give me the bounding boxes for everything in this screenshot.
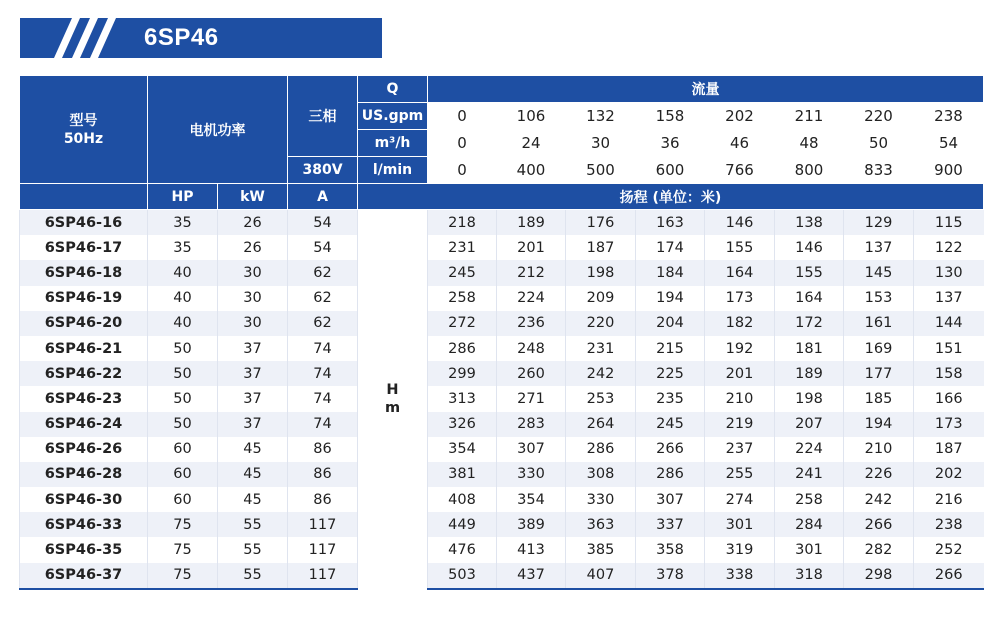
- flow-usgpm-value: 202: [705, 103, 775, 130]
- head-unit-m: m: [384, 400, 401, 417]
- hp-cell: 60: [148, 437, 218, 462]
- head-value-cell: 137: [914, 286, 984, 311]
- model-cell: 6SP46-33: [20, 512, 148, 537]
- kw-cell: 45: [218, 462, 288, 487]
- current-cell: 74: [288, 412, 358, 437]
- head-value-cell: 245: [636, 412, 705, 437]
- model-cell: 6SP46-30: [20, 487, 148, 512]
- hp-cell: 75: [148, 563, 218, 589]
- table-body: [20, 210, 984, 589]
- unit-usgpm: US.gpm: [358, 103, 428, 130]
- head-value-cell: 198: [775, 386, 844, 411]
- head-value-cell: 326: [428, 412, 497, 437]
- flow-usgpm-value: 106: [497, 103, 566, 130]
- table-row: [20, 537, 984, 562]
- current-cell: 62: [288, 311, 358, 336]
- flow-lmin-value: 833: [844, 157, 914, 184]
- current-cell: 74: [288, 361, 358, 386]
- head-value-cell: 130: [914, 260, 984, 285]
- table-row: [20, 235, 984, 260]
- head-value-cell: 286: [636, 462, 705, 487]
- current-cell: 74: [288, 386, 358, 411]
- kw-cell: 30: [218, 286, 288, 311]
- head-value-cell: 194: [636, 286, 705, 311]
- head-value-cell: 307: [636, 487, 705, 512]
- head-value-cell: 144: [914, 311, 984, 336]
- kw-cell: 55: [218, 563, 288, 589]
- head-value-cell: 266: [914, 563, 984, 589]
- head-value-cell: 210: [705, 386, 775, 411]
- table-row: [20, 260, 984, 285]
- head-value-cell: 476: [428, 537, 497, 562]
- header-row-units: [20, 184, 984, 210]
- flow-m3h-value: 46: [705, 130, 775, 157]
- flow-usgpm-value: 0: [428, 103, 497, 130]
- head-value-cell: 181: [775, 336, 844, 361]
- table-row: [20, 462, 984, 487]
- table-row: [20, 361, 984, 386]
- head-value-cell: 282: [844, 537, 914, 562]
- hp-cell: 75: [148, 537, 218, 562]
- table-row: [20, 487, 984, 512]
- model-cell: 6SP46-22: [20, 361, 148, 386]
- head-value-cell: 151: [914, 336, 984, 361]
- head-value-cell: 271: [497, 386, 566, 411]
- kw-cell: 37: [218, 361, 288, 386]
- head-value-cell: 437: [497, 563, 566, 589]
- voltage-header: 380V: [288, 157, 358, 184]
- flow-lmin-value: 400: [497, 157, 566, 184]
- hp-cell: 35: [148, 235, 218, 260]
- head-value-cell: 381: [428, 462, 497, 487]
- head-value-cell: 272: [428, 311, 497, 336]
- head-value-cell: 299: [428, 361, 497, 386]
- model-header-frequency: 50Hz: [63, 130, 104, 147]
- head-value-cell: 248: [497, 336, 566, 361]
- flow-usgpm-value: 158: [636, 103, 705, 130]
- title-banner: [20, 18, 382, 58]
- head-value-cell: 172: [775, 311, 844, 336]
- head-value-cell: 283: [497, 412, 566, 437]
- table-row: [20, 210, 984, 236]
- kw-cell: 55: [218, 512, 288, 537]
- head-value-cell: 238: [914, 512, 984, 537]
- kw-cell: 26: [218, 235, 288, 260]
- model-cell: 6SP46-26: [20, 437, 148, 462]
- model-cell: 6SP46-16: [20, 210, 148, 236]
- head-value-cell: 184: [636, 260, 705, 285]
- head-value-cell: 155: [705, 235, 775, 260]
- head-value-cell: 354: [428, 437, 497, 462]
- head-value-cell: 202: [914, 462, 984, 487]
- head-value-cell: 274: [705, 487, 775, 512]
- head-value-cell: 164: [775, 286, 844, 311]
- head-value-cell: 220: [566, 311, 636, 336]
- head-value-cell: 330: [497, 462, 566, 487]
- hp-cell: 75: [148, 512, 218, 537]
- head-value-cell: 242: [566, 361, 636, 386]
- kw-cell: 55: [218, 537, 288, 562]
- head-value-cell: 319: [705, 537, 775, 562]
- head-header: 扬程 (单位：米): [358, 184, 984, 210]
- current-cell: 74: [288, 336, 358, 361]
- unit-m3h: m³/h: [358, 130, 428, 157]
- head-value-cell: 185: [844, 386, 914, 411]
- head-value-cell: 449: [428, 512, 497, 537]
- head-value-cell: 153: [844, 286, 914, 311]
- head-value-cell: 237: [705, 437, 775, 462]
- head-value-cell: 389: [497, 512, 566, 537]
- head-unit-h: H: [386, 382, 399, 399]
- unit-lmin: l/min: [358, 157, 428, 184]
- head-value-cell: 253: [566, 386, 636, 411]
- banner-title: 6SP46: [144, 24, 219, 51]
- current-cell: 117: [288, 512, 358, 537]
- head-value-cell: 145: [844, 260, 914, 285]
- model-header: [20, 76, 148, 184]
- hp-cell: 40: [148, 311, 218, 336]
- head-value-cell: 166: [914, 386, 984, 411]
- head-value-cell: 194: [844, 412, 914, 437]
- table-row: [20, 512, 984, 537]
- model-cell: 6SP46-23: [20, 386, 148, 411]
- model-units-spacer: [20, 184, 148, 210]
- head-value-cell: 245: [428, 260, 497, 285]
- hp-cell: 60: [148, 462, 218, 487]
- head-value-cell: 235: [636, 386, 705, 411]
- head-value-cell: 177: [844, 361, 914, 386]
- kw-cell: 37: [218, 386, 288, 411]
- head-value-cell: 242: [844, 487, 914, 512]
- current-cell: 86: [288, 462, 358, 487]
- flow-lmin-value: 600: [636, 157, 705, 184]
- kw-cell: 45: [218, 487, 288, 512]
- table-row: [20, 412, 984, 437]
- kw-cell: 30: [218, 260, 288, 285]
- hp-cell: 35: [148, 210, 218, 236]
- head-value-cell: 182: [705, 311, 775, 336]
- head-value-cell: 266: [844, 512, 914, 537]
- hp-cell: 50: [148, 361, 218, 386]
- table-row: [20, 563, 984, 589]
- hp-cell: 60: [148, 487, 218, 512]
- head-value-cell: 407: [566, 563, 636, 589]
- model-cell: 6SP46-21: [20, 336, 148, 361]
- head-value-cell: 210: [844, 437, 914, 462]
- head-value-cell: 313: [428, 386, 497, 411]
- model-cell: 6SP46-35: [20, 537, 148, 562]
- head-value-cell: 187: [566, 235, 636, 260]
- head-value-cell: 363: [566, 512, 636, 537]
- head-value-cell: 301: [775, 537, 844, 562]
- head-value-cell: 225: [636, 361, 705, 386]
- head-value-cell: 155: [775, 260, 844, 285]
- flow-m3h-value: 24: [497, 130, 566, 157]
- model-cell: 6SP46-19: [20, 286, 148, 311]
- flow-usgpm-value: 132: [566, 103, 636, 130]
- head-value-cell: 189: [497, 210, 566, 236]
- head-value-cell: 198: [566, 260, 636, 285]
- head-value-cell: 354: [497, 487, 566, 512]
- table-row: [20, 386, 984, 411]
- head-value-cell: 298: [844, 563, 914, 589]
- flow-m3h-value: 50: [844, 130, 914, 157]
- head-value-cell: 338: [705, 563, 775, 589]
- head-value-cell: 163: [636, 210, 705, 236]
- head-value-cell: 173: [914, 412, 984, 437]
- current-cell: 86: [288, 487, 358, 512]
- head-value-cell: 146: [705, 210, 775, 236]
- flow-m3h-value: 30: [566, 130, 636, 157]
- head-value-cell: 258: [428, 286, 497, 311]
- head-value-cell: 231: [566, 336, 636, 361]
- phase-header: 三相: [288, 76, 358, 157]
- head-value-cell: 236: [497, 311, 566, 336]
- head-value-cell: 503: [428, 563, 497, 589]
- model-cell: 6SP46-20: [20, 311, 148, 336]
- head-value-cell: 207: [775, 412, 844, 437]
- flow-m3h-value: 0: [428, 130, 497, 157]
- head-value-cell: 385: [566, 537, 636, 562]
- performance-table: [19, 75, 984, 590]
- unit-hp: HP: [148, 184, 218, 210]
- head-value-cell: 138: [775, 210, 844, 236]
- model-cell: 6SP46-24: [20, 412, 148, 437]
- head-value-cell: 252: [914, 537, 984, 562]
- head-value-cell: 192: [705, 336, 775, 361]
- flow-header: 流量: [428, 76, 984, 103]
- flow-usgpm-value: 220: [844, 103, 914, 130]
- model-cell: 6SP46-28: [20, 462, 148, 487]
- head-value-cell: 212: [497, 260, 566, 285]
- current-cell: 54: [288, 210, 358, 236]
- header-row-q: [20, 76, 984, 103]
- current-cell: 86: [288, 437, 358, 462]
- head-value-cell: 187: [914, 437, 984, 462]
- head-value-cell: 224: [497, 286, 566, 311]
- kw-cell: 30: [218, 311, 288, 336]
- table-row: [20, 437, 984, 462]
- head-value-cell: 146: [775, 235, 844, 260]
- head-value-cell: 201: [705, 361, 775, 386]
- head-value-cell: 129: [844, 210, 914, 236]
- head-unit-label: [358, 210, 428, 589]
- model-header-label: 型号: [69, 112, 98, 129]
- head-value-cell: 286: [566, 437, 636, 462]
- head-value-cell: 301: [705, 512, 775, 537]
- flow-usgpm-value: 211: [775, 103, 844, 130]
- head-value-cell: 209: [566, 286, 636, 311]
- flow-lmin-value: 900: [914, 157, 984, 184]
- head-value-cell: 255: [705, 462, 775, 487]
- kw-cell: 26: [218, 210, 288, 236]
- head-value-cell: 161: [844, 311, 914, 336]
- hp-cell: 40: [148, 286, 218, 311]
- head-value-cell: 189: [775, 361, 844, 386]
- model-cell: 6SP46-17: [20, 235, 148, 260]
- hp-cell: 40: [148, 260, 218, 285]
- flow-m3h-value: 36: [636, 130, 705, 157]
- q-header: Q: [358, 76, 428, 103]
- model-cell: 6SP46-18: [20, 260, 148, 285]
- stripe-decoration-icon: [42, 18, 122, 58]
- hp-cell: 50: [148, 336, 218, 361]
- table-row: [20, 336, 984, 361]
- head-value-cell: 176: [566, 210, 636, 236]
- head-value-cell: 204: [636, 311, 705, 336]
- head-value-cell: 408: [428, 487, 497, 512]
- head-value-cell: 169: [844, 336, 914, 361]
- head-value-cell: 219: [705, 412, 775, 437]
- motor-power-header: 电机功率: [148, 76, 288, 184]
- head-value-cell: 307: [497, 437, 566, 462]
- head-value-cell: 137: [844, 235, 914, 260]
- kw-cell: 45: [218, 437, 288, 462]
- head-value-cell: 260: [497, 361, 566, 386]
- current-cell: 62: [288, 260, 358, 285]
- head-value-cell: 258: [775, 487, 844, 512]
- table-row: [20, 311, 984, 336]
- model-cell: 6SP46-37: [20, 563, 148, 589]
- head-value-cell: 201: [497, 235, 566, 260]
- head-value-cell: 215: [636, 336, 705, 361]
- flow-m3h-value: 54: [914, 130, 984, 157]
- head-value-cell: 286: [428, 336, 497, 361]
- head-value-cell: 308: [566, 462, 636, 487]
- head-value-cell: 264: [566, 412, 636, 437]
- unit-a: A: [288, 184, 358, 210]
- current-cell: 54: [288, 235, 358, 260]
- head-value-cell: 115: [914, 210, 984, 236]
- head-value-cell: 231: [428, 235, 497, 260]
- head-value-cell: 337: [636, 512, 705, 537]
- flow-lmin-value: 500: [566, 157, 636, 184]
- flow-m3h-value: 48: [775, 130, 844, 157]
- hp-cell: 50: [148, 412, 218, 437]
- current-cell: 62: [288, 286, 358, 311]
- head-value-cell: 413: [497, 537, 566, 562]
- head-value-cell: 241: [775, 462, 844, 487]
- unit-kw: kW: [218, 184, 288, 210]
- head-value-cell: 224: [775, 437, 844, 462]
- head-value-cell: 173: [705, 286, 775, 311]
- table-row: [20, 286, 984, 311]
- head-value-cell: 122: [914, 235, 984, 260]
- head-value-cell: 164: [705, 260, 775, 285]
- head-value-cell: 266: [636, 437, 705, 462]
- current-cell: 117: [288, 563, 358, 589]
- current-cell: 117: [288, 537, 358, 562]
- flow-lmin-value: 766: [705, 157, 775, 184]
- kw-cell: 37: [218, 412, 288, 437]
- flow-usgpm-value: 238: [914, 103, 984, 130]
- head-value-cell: 318: [775, 563, 844, 589]
- head-value-cell: 174: [636, 235, 705, 260]
- head-value-cell: 378: [636, 563, 705, 589]
- head-value-cell: 358: [636, 537, 705, 562]
- hp-cell: 50: [148, 386, 218, 411]
- head-value-cell: 218: [428, 210, 497, 236]
- flow-lmin-value: 800: [775, 157, 844, 184]
- flow-lmin-value: 0: [428, 157, 497, 184]
- head-value-cell: 158: [914, 361, 984, 386]
- head-value-cell: 216: [914, 487, 984, 512]
- head-value-cell: 226: [844, 462, 914, 487]
- head-value-cell: 330: [566, 487, 636, 512]
- head-value-cell: 284: [775, 512, 844, 537]
- kw-cell: 37: [218, 336, 288, 361]
